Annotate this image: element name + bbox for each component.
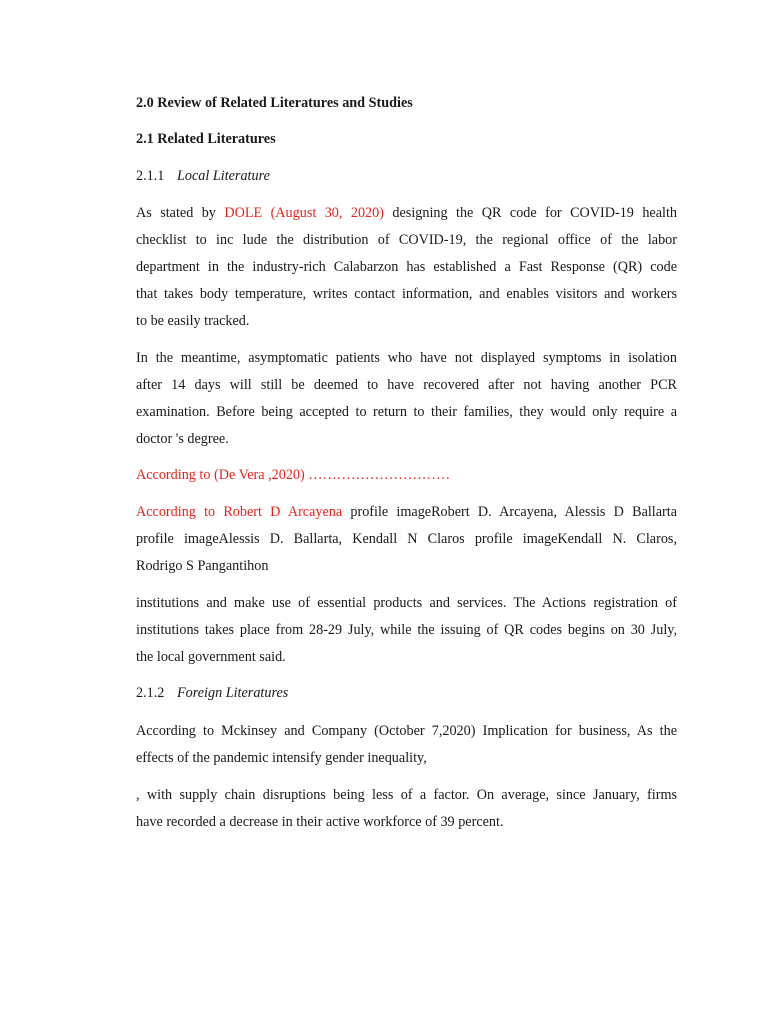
- heading-related-literatures: 2.1 Related Literatures: [136, 131, 276, 147]
- section-local-literature: [136, 163, 270, 189]
- paragraph-line: have recorded a decrease in their active workforce of 39 percent.: [136, 814, 504, 830]
- paragraph-line: profile imageAlessis D. Ballarta, Kendall N Claros profile imageKendall N. Claros,: [136, 531, 677, 547]
- paragraph-line: that takes body temperature, writes contact information, and enables visitors and workers: [136, 286, 677, 302]
- text-span: As stated by: [136, 205, 225, 221]
- paragraph-line: to be easily tracked.: [136, 313, 250, 329]
- paragraph-line: institutions and make use of essential products and services. The Actions registration of: [136, 595, 677, 611]
- citation-dole: DOLE (August 30, 2020): [224, 205, 384, 221]
- paragraph-line: institutions takes place from 28-29 July, while the issuing of QR codes begins on 30 July,: [136, 622, 677, 638]
- paragraph-line: checklist to inc lude the distribution of COVID-19, the regional office of the labor: [136, 232, 677, 248]
- citation-arcayena: According to Robert D Arcayena: [136, 504, 343, 520]
- section-title: Local Literature: [177, 168, 270, 184]
- paragraph-line: According to Mckinsey and Company (October 7,2020) Implication for business, As the: [136, 723, 677, 739]
- paragraph-line: after 14 days will still be deemed to have recovered after not having another PCR: [136, 377, 677, 393]
- text-span: designing the QR code for COVID-19 health: [383, 205, 677, 221]
- paragraph-line: In the meantime, asymptomatic patients who have not displayed symptoms in isolation: [136, 350, 677, 366]
- section-number: 2.1.1: [136, 168, 165, 184]
- section-title: Foreign Literatures: [177, 685, 289, 701]
- citation-de-vera: According to (De Vera ,2020) …………………………: [136, 467, 451, 483]
- section-number: 2.1.2: [136, 685, 165, 701]
- paragraph-line: [136, 200, 677, 226]
- paragraph-line: department in the industry-rich Calabarzon has established a Fast Response (QR) code: [136, 259, 677, 275]
- paragraph-line: , with supply chain disruptions being less of a factor. On average, since January, firms: [136, 787, 677, 803]
- paragraph-line: doctor 's degree.: [136, 431, 229, 447]
- heading-review: 2.0 Review of Related Literatures and Studies: [136, 95, 413, 111]
- paragraph-line: Rodrigo S Pangantihon: [136, 558, 269, 574]
- paragraph-line: [136, 499, 677, 525]
- paragraph-line: the local government said.: [136, 649, 286, 665]
- section-foreign-literatures: [136, 680, 288, 706]
- paragraph-line: effects of the pandemic intensify gender inequality,: [136, 750, 427, 766]
- text-span: profile imageRobert D. Arcayena, Alessis D Ballarta: [342, 504, 678, 520]
- paragraph-line: examination. Before being accepted to return to their families, they would only require a: [136, 404, 677, 420]
